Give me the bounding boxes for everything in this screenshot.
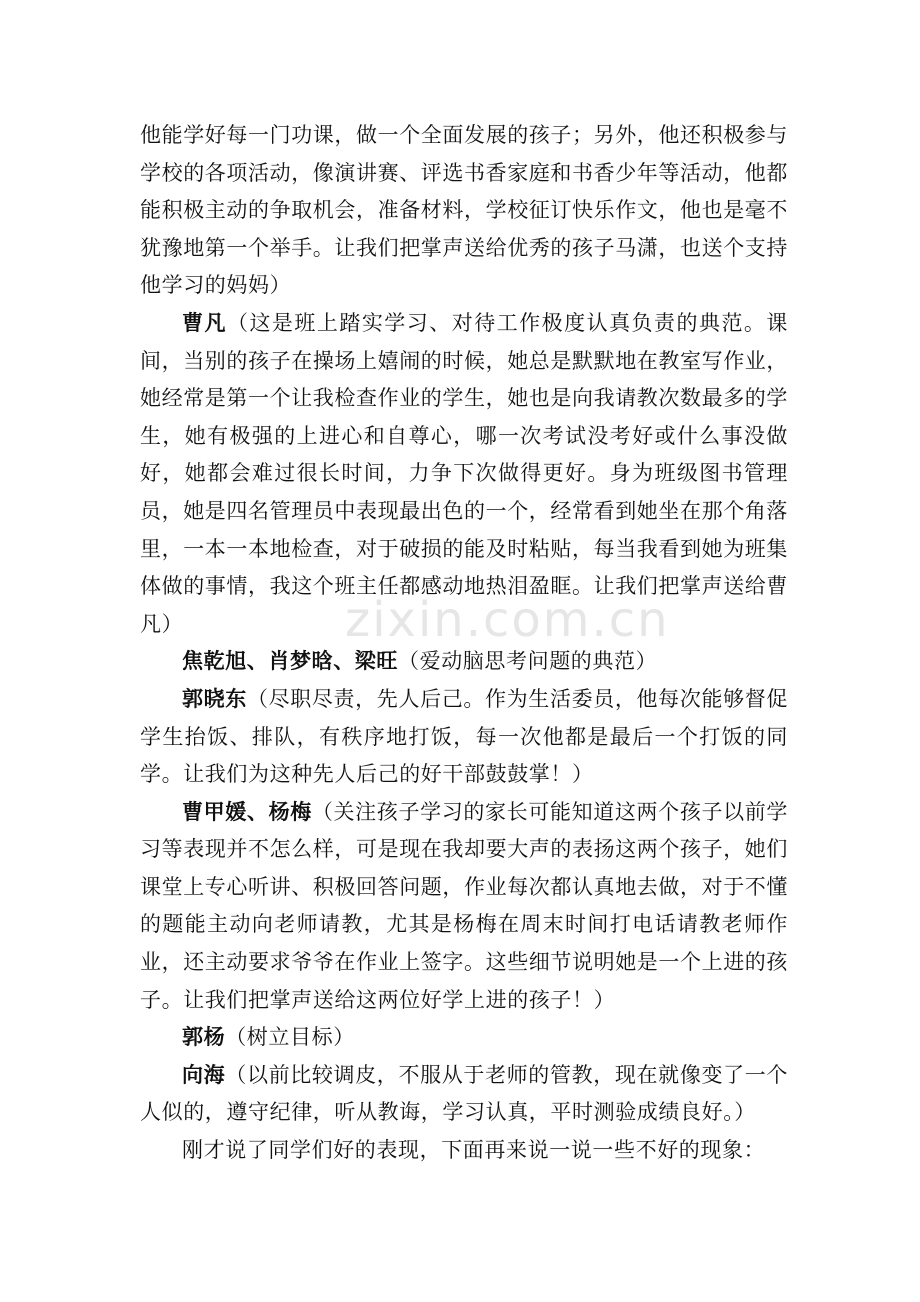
paragraph-text: （关注孩子学习的家长可能知道这两个孩子以前学习等表现并不怎么样，可是现在我却要大声的表扬这两个孩子，她们课堂上专心听讲、积极回答问题，作业每次都认真地去做，对于不懂的题能主动向老师请教，尤其是杨梅在周末时间打电话请教老师作业，还主动要求爷爷在作业上签字。这些细节说明她是一个上进的孩子。让我们把掌声送给这两位好学上进的孩子！） xyxy=(140,799,788,1012)
student-name: 郭晓东 xyxy=(182,686,247,711)
paragraph-student xyxy=(140,1019,788,1057)
student-name: 郭杨 xyxy=(182,1025,226,1050)
student-name: 曹甲媛、杨梅 xyxy=(182,799,312,824)
paragraph-student xyxy=(140,643,788,681)
paragraph-student xyxy=(140,681,788,794)
paragraph-student xyxy=(140,1057,788,1132)
watermark: zixin.com.cn xyxy=(345,592,670,648)
paragraph-text: （树立目标） xyxy=(225,1025,355,1050)
paragraph-text: （爱动脑思考问题的典范） xyxy=(398,649,658,674)
document-body xyxy=(140,117,788,1170)
paragraph-student xyxy=(140,794,788,1020)
paragraph-text: 他能学好每一门功课，做一个全面发展的孩子；另外，他还积极参与学校的各项活动，像演讲赛、评选书香家庭和书香少年等活动，他都能积极主动的争取机会，准备材料，学校征订快乐作文，他也是毫不犹豫地第一个举手。让我们把掌声送给优秀的孩子马潇，也送个支持他学习的妈妈） xyxy=(140,123,788,298)
paragraph-continuation xyxy=(140,117,788,305)
paragraph-text: 刚才说了同学们好的表现，下面再来说一说一些不好的现象： xyxy=(182,1138,766,1163)
paragraph-text: （这是班上踏实学习、对待工作极度认真负责的典范。课间，当别的孩子在操场上嬉闹的时候，她总是默默地在教室写作业，她经常是第一个让我检查作业的学生，她也是向我请教次数最多的学生，她有极强的上进心和自尊心，哪一次考试没考好或什么事没做好，她都会难过很长时间，力争下次做得更好。身为班级图书管理员，她是四名管理员中表现最出色的一个，经常看到她坐在那个角落里，一本一本地检查，对于破损的能及时粘贴，每当我看到她为班集体做的事情，我这个班主任都感动地热泪盈眶。让我们把掌声送给曹凡） xyxy=(140,310,789,636)
paragraph-text: （以前比较调皮，不服从于老师的管教，现在就像变了一个人似的，遵守纪律，听从教诲，学习认真，平时测验成绩良好。） xyxy=(140,1062,788,1125)
student-name: 向海 xyxy=(182,1062,226,1087)
paragraph-closing xyxy=(140,1132,788,1170)
student-name: 焦乾旭、肖梦晗、梁旺 xyxy=(182,649,398,674)
paragraph-student xyxy=(140,305,788,643)
student-name: 曹凡 xyxy=(182,310,227,335)
paragraph-text: （尽职尽责，先人后己。作为生活委员，他每次能够督促学生抬饭、排队，有秩序地打饭，每一次他都是最后一个打饭的同学。让我们为这种先人后己的好干部鼓鼓掌！） xyxy=(140,686,788,787)
